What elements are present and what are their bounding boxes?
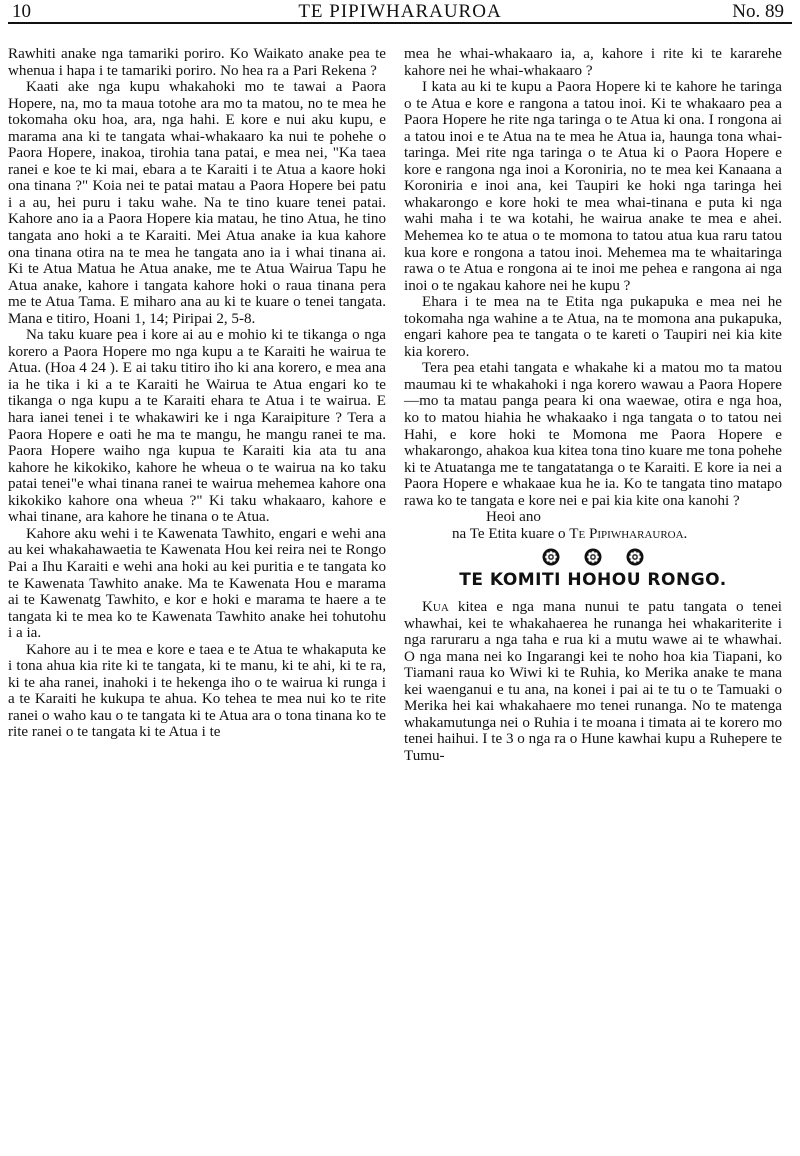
section-heading: TE KOMITI HOHOU RONGO.: [459, 570, 727, 591]
right-column: [404, 46, 782, 764]
section-lead-word: Kua: [422, 598, 449, 615]
article-paragraph: I kata au ki te kupu a Paora Hopere ki te kahore he taringa o te Atua e kore e rangona a tatou inoi. Ki te whakaaro pea a Paora Hopere he rite nga taringa o te Atua ki ona. I rongona ai a tatou inoi e te Atua na te mea he Atua ia, haunga tona whai-taringa. Mei rite nga taringa o te Atua ki o Paora Hopere e kore e rangona nga inoi a Koroniria, no te mea kei Kanaana a Koroniria e inoi ana, kei Taupiri ke hoki nga taringa hei whakarongo e kore hoki te mea whai-tinana e puta ki nga wahi maha i te wa kotahi, he wairua anake te mea e ahei. Mehemea ko te atua o te momona to tatou atua kua raru tatou kua kore e rongona a tatou inoi. Mehemea ma te whaitaringa rawa o te Atua e rongona ai te inoi me pehea e rangona ai nga inoi o te ngakau kahore nei he kupu ?: [404, 79, 782, 294]
newspaper-title: TE PIPIWHARAUROA: [298, 1, 502, 22]
ornament-flower-icon: [584, 548, 602, 566]
signature-closing: Heoi ano: [486, 509, 541, 526]
article-paragraph: Kahore au i te mea e kore e taea e te Atua te whakaputa ke i tona ahua kia rite ki te tangata, ki te manu, ki te ahi, ki te ra, ki te aha ranei, inahoki i te hekenga iho o te wairua ki runga i a te Karaiti he kukupa te ahua. Ko tehea te mea nui ko te rite ranei o waho kau o te tangata ki te Atua ara o tona tinana ko te rite ranei o te tangata ki te Atua i te: [8, 641, 386, 741]
article-paragraph: Ehara i te mea na te Etita nga pukapuka e mea nei he tokomaha nga wahine a te Atua, na te momona ana pukapuka, engari kahore pea te tangata o te kareti o Taupiri nei kia kite kia korero.: [404, 294, 782, 360]
left-column: [8, 46, 386, 741]
signature-paper-name: Te Pipiwharauroa.: [569, 525, 688, 542]
section-body: kitea e nga mana nunui te patu tangata o tenei whawhai, kei te whakahaerea he runanga hei whakariterite i nga raruraru a nga taha e rua ki a mutu wawe ai te whawhai. O nga mana nei ko Ingarangi kei te noho hoa kia Tiapani, ko Tiamani raua ko Wiwi ki te Ruhia, ko Merika anake te mana kei waenganui e tu ana, na konei i pai ai te tu o te Tamuaki o Merika hei kai whakahaere mo tenei runanga. No te matenga whakamutunga nei o Ruhia i te moana i timata ai te korero mo tenei haihui. I te 3 o nga ra o Hune kawhai kupu a Ruhepere te Tumu-: [404, 598, 782, 764]
issue-number: No. 89: [732, 1, 784, 22]
ornament-flower-icon: [626, 548, 644, 566]
article-paragraph: Na taku kuare pea i kore ai au e mohio ki te tikanga o nga korero a Paora Hopere mo nga kupu a te Karaiti he wairua te Atua. (Hoa 4 24 ). E ai taku titiro iho ki ana korero, e mea ana ia he tika i ki a te Karaiti he Wairua te Atua engari ko te tikanga o nga kupu a te Karaiti ehara te Atua i te wairua. E hara ianei tenei i te whakawiri ke i nga Karaipiture ? Tera a Paora Hopere e oati he ma te mangu, he mangu ranei te ma. Paora Hopere waiho nga kupua te Karaiti kia ata tu ana kahore he kikokiko, kahore he wheua o te wairua na ko taku patai tenei"e whai tinana ranei te wairua mehemea kahore ona kikokiko kahore ona wheua ?" Ki taku whakaaro, kahore e whai tinane, ara kahore he tinana o te Atua.: [8, 327, 386, 526]
signature-prefix: na Te Etita kuare o: [452, 525, 570, 542]
ornament-flower-icon: [542, 548, 560, 566]
section-paragraph: [404, 599, 782, 764]
article-paragraph: Kahore aku wehi i te Kawenata Tawhito, engari e wehi ana au kei whakahawaetia te Kawenata Hou kei reira nei te Rongo Pai a Ihu Karaiti e wehi ana hoki au kei puritia e te tangata ko te Kawenata Tawhito anake. Ma te Kawenata Hou e marama ai te Kawenatg Tawhito, e kor e hoki e marama te haere a te tangata ki te mea ko te Kawenata Tawhito anake hei tohutohu i a ia.: [8, 525, 386, 642]
page-number: 10: [12, 1, 31, 22]
article-paragraph: Kaati ake nga kupu whakahoki mo te tawai a Paora Hopere, na, mo ta maua totohe ara mo ta matou, no te mea he tokomaha oku hoa, ara, nga hahi. E kore e nui aku kupu, e marama ana ki te tangata whai-whakaaro ka nui te pohehe o Paora Hopere, inakoa, tirohia tana patai, e mea nei, "Ka taea ranei e koe te ki mai, ebara a te Karaiti i te Atua a kaore hoki ona tinana ?" Koia nei te patai matau a Paora Hopere bei patu i a au, hei puru i taku wahe. Na te tino kuare tenei patai. Kahore ano ia a Paora Hopere kia matau, he tino Atua, he tino tangata ano hoki a te Karaiti. Mei Atua anake ia kua kahore ona tinana otira na te mea he tangata ano ia i whai tinana ai. Ki te Atua Matua he Atua anake, me te Atua Wairua Tapu he Atua anake, kahore i tangata kahore hoki o raua tinana pera me te Atua Tama. E miharo ana au ki te kuare o tenei tangata. Mana e titiro, Hoani 1, 14; Piripai 2, 5-8.: [8, 79, 386, 327]
signature-author: [404, 526, 782, 543]
page-header: [8, 0, 792, 24]
article-paragraph: mea he whai-whakaaro ia, a, kahore i rite ki te kararehe kahore nei he whai-whakaaro ?: [404, 46, 782, 79]
section-ornament: [404, 548, 782, 568]
article-paragraph: Tera pea etahi tangata e whakahe ki a matou mo ta matou maumau ki te whakahoki i nga korero wawau a Paora Hopere—mo ta matau panga peara ki ona waewae, otira e nga hoa, ko to matou hiahia he whakaako i nga tangata o to tatou nei Hahi, e kore hoki te Momona me Paora Hopere e whakarongo, ahakoa kua kitea tona tino kuare me tona pohehe ki te Atuatanga me te tangatatanga o te Karaiti. E kore ia nei a Paora Hopere e whakaae kua he ia. Ko te tangata tino matapo rawa ko te tangata e kore nei e pai kia kite ona kanohi ?: [404, 360, 782, 509]
article-paragraph: Rawhiti anake nga tamariki poriro. Ko Waikato anake pea te whenua i hapa i te tamariki poriro. No hea ra a Pari Rekena ?: [8, 46, 386, 79]
